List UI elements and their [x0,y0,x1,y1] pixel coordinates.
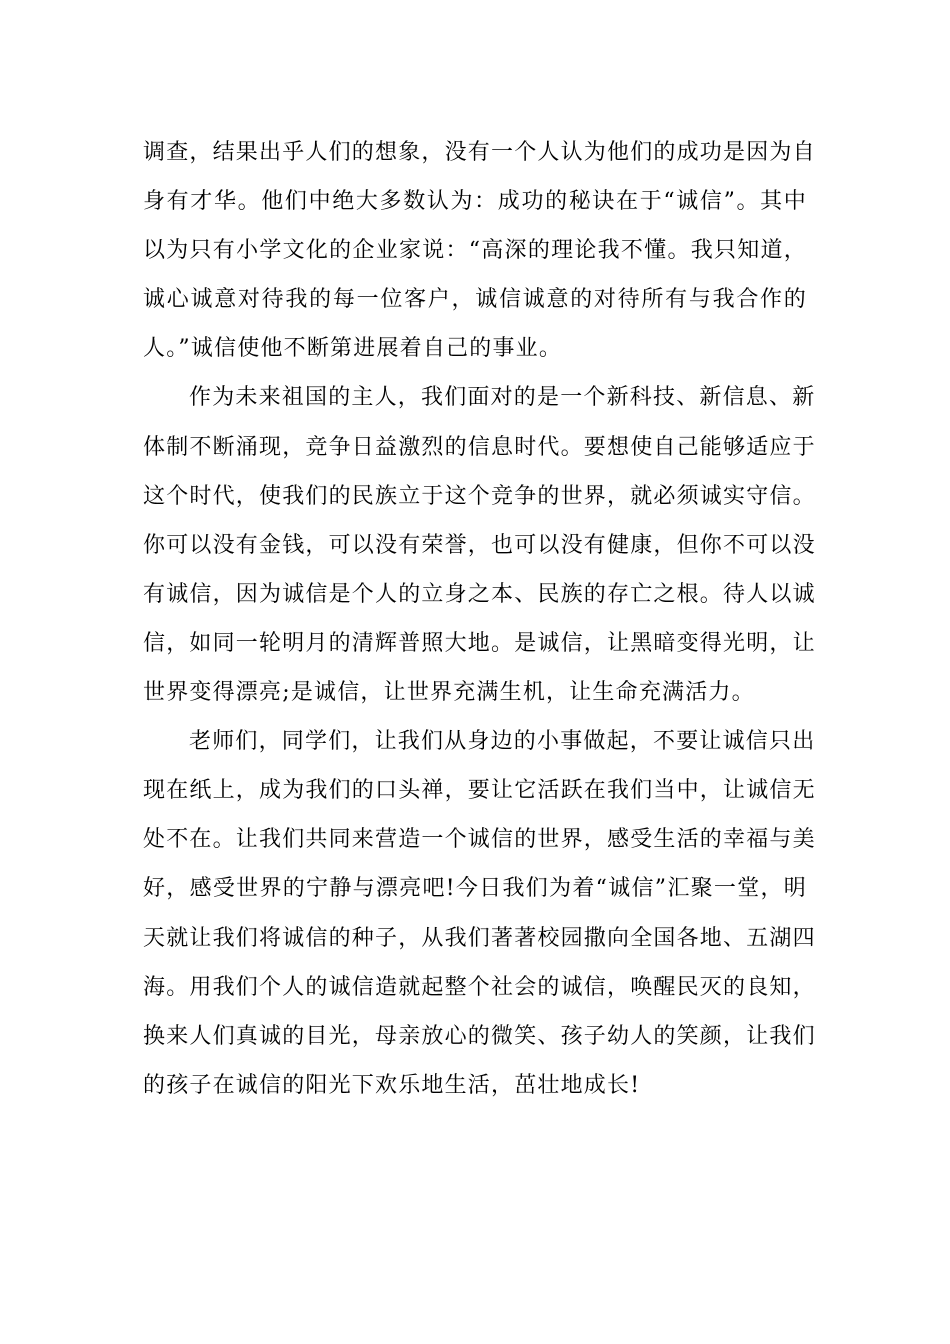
text-line: 现在纸上，成为我们的口头禅，要让它活跃在我们当中，让诚信无 [143,778,816,804]
text-line: 天就让我们将诚信的种子，从我们著著校园撒向全国各地、五湖四 [143,925,816,951]
text-line: 身有才华。他们中绝大多数认为：成功的秘诀在于“诚信”。其中 [143,189,807,215]
text-line: 有诚信，因为诚信是个人的立身之本、民族的存亡之根。待人以诚 [143,581,816,607]
paragraph-2 [143,373,816,717]
text-line: 这个时代，使我们的民族立于这个竞争的世界，就必须诚实守信。 [143,483,816,509]
text-line: 处不在。让我们共同来营造一个诚信的世界，感受生活的幸福与美 [143,827,816,853]
text-line: 世界变得漂亮;是诚信，让世界充满生机，让生命充满活力。 [143,680,755,706]
text-line: 海。用我们个人的诚信造就起整个社会的诚信，唤醒民灭的良知， [143,974,816,1000]
text-line: 诚心诚意对待我的每一位客户，诚信诚意的对待所有与我合作的 [143,287,807,313]
text-line: 你可以没有金钱，可以没有荣誉，也可以没有健康，但你不可以没 [143,532,816,558]
text-line: 老师们，同学们，让我们从身边的小事做起，不要让诚信只出 [189,729,816,755]
text-line: 体制不断涌现，竞争日益激烈的信息时代。要想使自己能够适应于 [143,434,816,460]
text-line: 调查，结果出乎人们的想象，没有一个人认为他们的成功是因为自 [143,140,816,165]
text-line: 好，感受世界的宁静与漂亮吧!今日我们为着“诚信”汇聚一堂，明 [143,876,807,902]
text-line: 人。”诚信使他不断第进展着自己的事业。 [143,336,563,362]
text-line: 作为未来祖国的主人，我们面对的是一个新科技、新信息、新 [189,385,816,411]
text-line: 信，如同一轮明月的清辉普照大地。是诚信，让黑暗变得光明，让 [143,630,816,656]
text-line: 的孩子在诚信的阳光下欢乐地生活，茁壮地成长! [143,1072,641,1098]
paragraph-3 [143,717,816,1110]
text-line: 换来人们真诚的目光，母亲放心的微笑、孩子幼人的笑颜，让我们 [143,1023,816,1049]
document-body [143,128,816,1110]
paragraph-1 [143,128,816,373]
text-line: 以为只有小学文化的企业家说：“高深的理论我不懂。我只知道， [143,238,807,264]
